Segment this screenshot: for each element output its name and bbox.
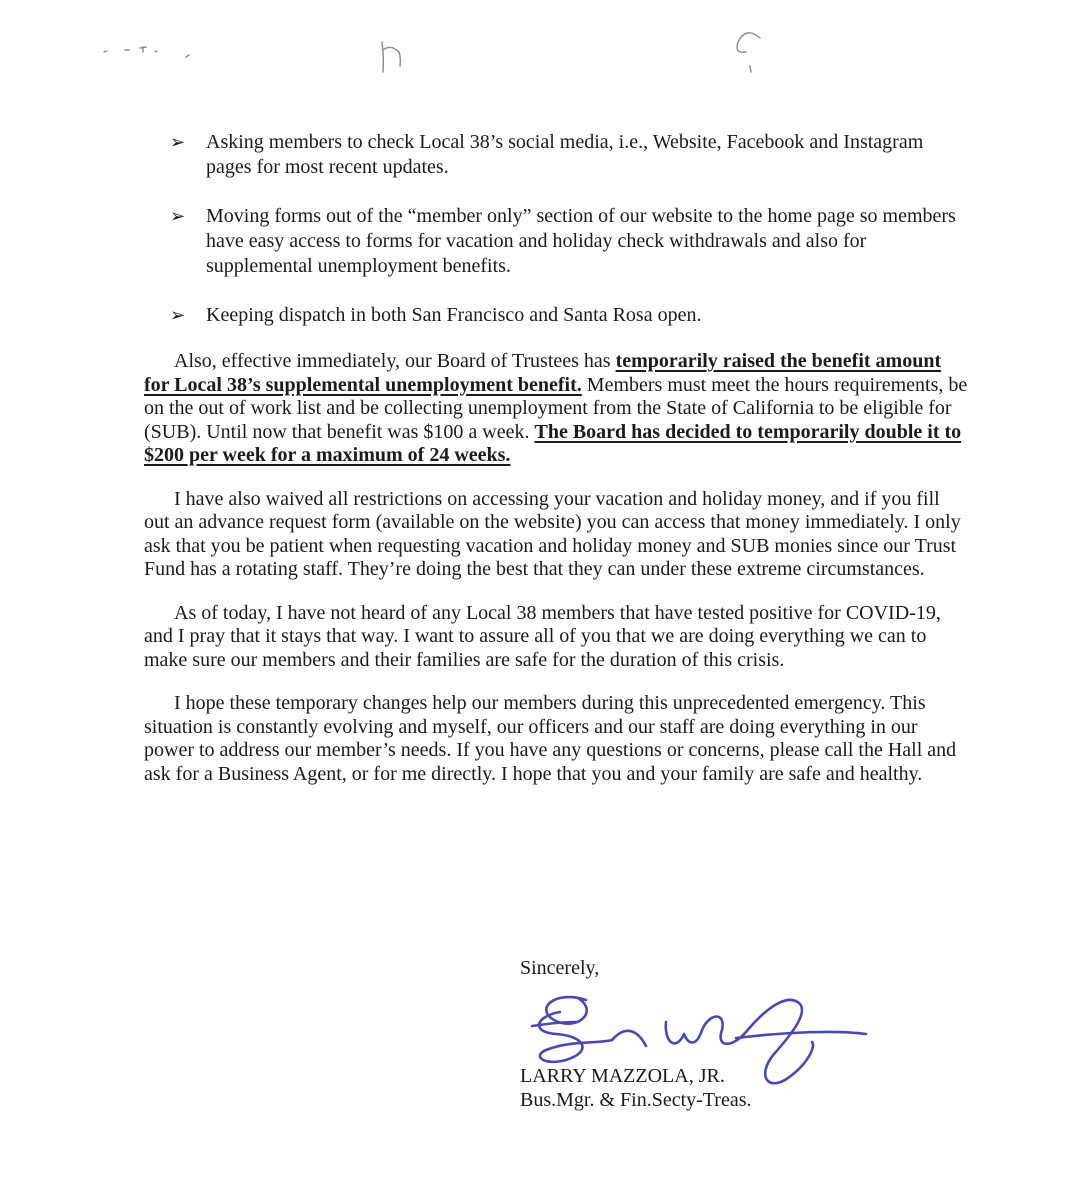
signature-block	[520, 956, 920, 1111]
signer-name: LARRY MAZZOLA, JR.	[520, 1065, 725, 1087]
emphasis-benefit-double: The Board has decided to temporarily double it to $200 per week for a maximum of 24 weeks.	[144, 420, 962, 466]
list-item	[144, 303, 966, 328]
list-item	[144, 130, 966, 180]
letter-body	[144, 130, 984, 806]
emphasis-benefit-raise: temporarily raised the benefit amount for Local 38’s supplemental unemployment benefit.	[144, 350, 942, 396]
signer-details	[520, 1064, 752, 1112]
signer-title: Bus.Mgr. & Fin.Secty-Treas.	[520, 1089, 752, 1111]
closing-paragraph: I hope these temporary changes help our members during this unprecedented emergency. This situation is constantly evolving and myself, our officers and our staff are doing everything in our power to address our member’s needs. If you have any questions or concerns, please call the Hall and ask for a Business Agent, or for me directly. I hope that you and your family are safe and healthy.	[144, 692, 957, 785]
arrowhead-bullet-icon: ➢	[170, 132, 186, 153]
list-item-text: Moving forms out of the “member only” section of our website to the home page so members have easy access to forms for vacation and holiday check withdrawals and also for supplemental unemployment benefits.	[206, 205, 956, 277]
paragraph-text: Also, effective immediately, our Board of Trustees has	[174, 350, 616, 372]
benefit-paragraph	[144, 350, 970, 468]
covid-status-paragraph: As of today, I have not heard of any Local 38 members that have tested positive for COVID-19, and I pray that it stays that way. I want to assure all of you that we are doing everything we can to make sure our members and their families are safe for the duration of this crisis.	[144, 601, 941, 671]
arrowhead-bullet-icon: ➢	[170, 206, 186, 227]
salutation: Sincerely,	[520, 957, 600, 979]
scan-artifacts	[0, 0, 1078, 120]
vacation-money-paragraph: I have also waived all restrictions on accessing your vacation and holiday money, and if you fill out an advance request form (available on the website) you can access that money immediately. I only ask that you be patient when requesting vacation and holiday money and SUB monies since our Trust Fund has a rotating staff. They’re doing the best that they can under these extreme circumstances.	[144, 487, 961, 580]
arrowhead-bullet-icon: ➢	[170, 305, 186, 326]
list-item-text: Keeping dispatch in both San Francisco and Santa Rosa open.	[206, 304, 702, 326]
paragraph-text: Members must meet the hours requirements, be on the out of work list and be collecting unemployment from the State of California to be eligible for (SUB). Until now that benefit was $100 a week.	[144, 373, 968, 443]
action-items-list	[144, 130, 984, 328]
list-item	[144, 204, 966, 279]
list-item-text: Asking members to check Local 38’s social media, i.e., Website, Facebook and Instagram pages for most recent updates.	[206, 131, 924, 178]
